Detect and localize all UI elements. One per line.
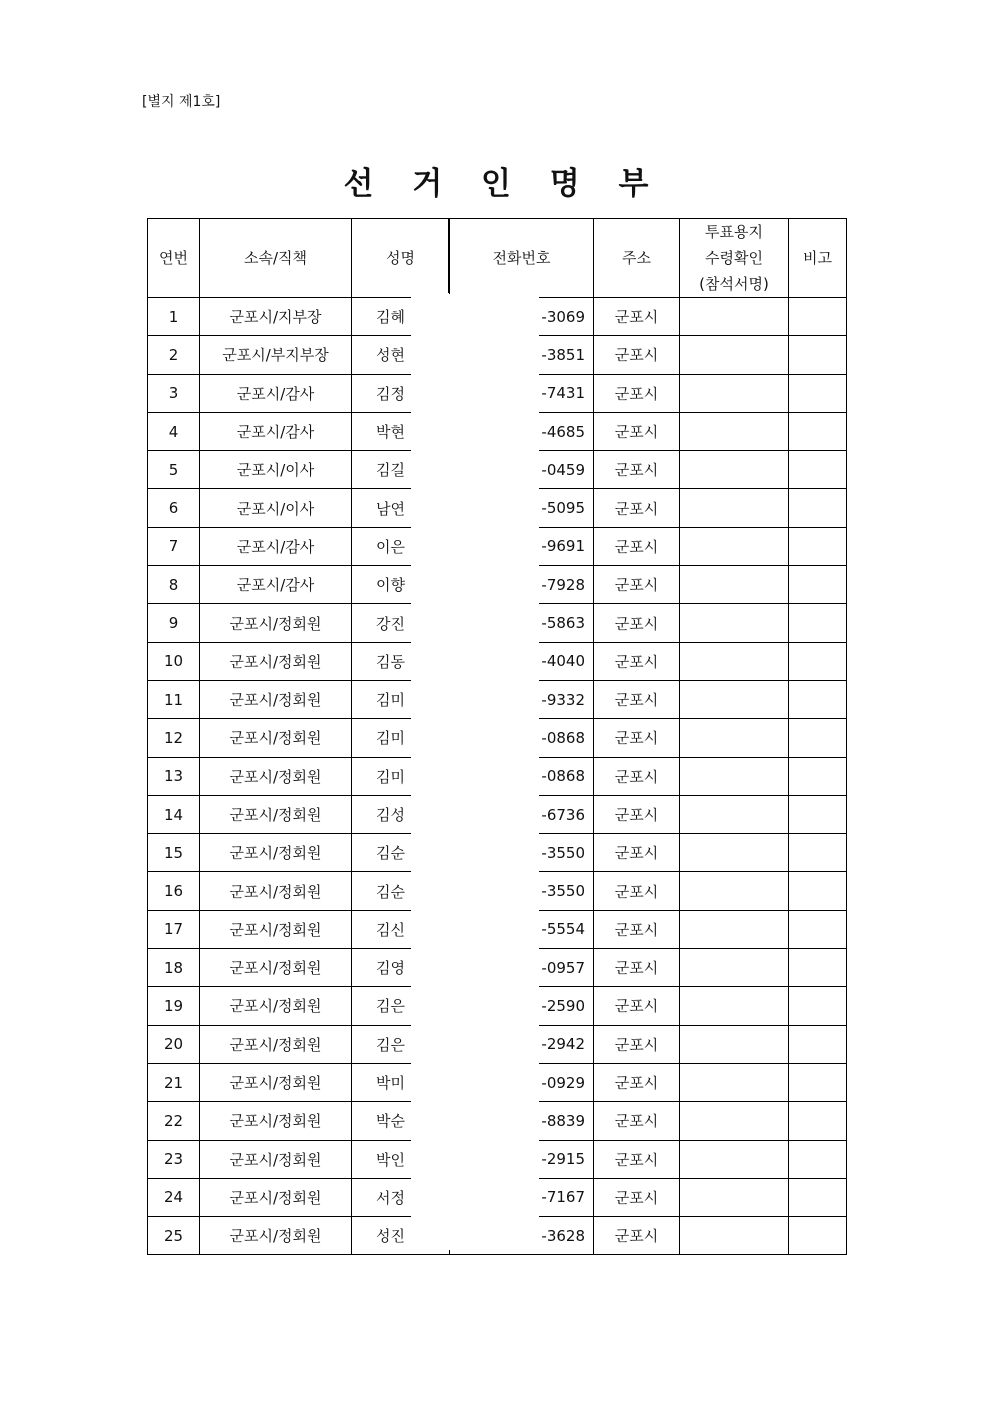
row-remarks [789, 910, 847, 948]
row-address: 군포시 [594, 1025, 680, 1063]
row-receipt-signature [680, 374, 789, 412]
row-address: 군포시 [594, 412, 680, 450]
row-address: 군포시 [594, 566, 680, 604]
row-remarks [789, 1063, 847, 1101]
row-name: 김길 [352, 451, 450, 489]
row-address: 군포시 [594, 1140, 680, 1178]
row-remarks [789, 872, 847, 910]
row-no: 10 [148, 642, 200, 680]
row-affiliation: 군포시/정회원 [200, 834, 352, 872]
receipt-header-line: (참석서명) [699, 275, 769, 293]
row-receipt-signature [680, 1102, 789, 1140]
row-address: 군포시 [594, 642, 680, 680]
row-remarks [789, 987, 847, 1025]
row-receipt-signature [680, 719, 789, 757]
row-affiliation: 군포시/감사 [200, 527, 352, 565]
row-no: 19 [148, 987, 200, 1025]
row-receipt-signature [680, 527, 789, 565]
row-name: 김혜 [352, 298, 450, 336]
row-name: 성현 [352, 336, 450, 374]
row-name: 김성 [352, 795, 450, 833]
row-address: 군포시 [594, 949, 680, 987]
row-name: 서정 [352, 1178, 450, 1216]
row-affiliation: 군포시/정회원 [200, 604, 352, 642]
row-affiliation: 군포시/정회원 [200, 1063, 352, 1101]
row-remarks [789, 527, 847, 565]
col-header-remarks: 비고 [789, 219, 847, 298]
row-receipt-signature [680, 336, 789, 374]
row-phone: -0957 [450, 949, 594, 987]
row-no: 11 [148, 680, 200, 718]
row-phone: -0868 [450, 719, 594, 757]
row-address: 군포시 [594, 604, 680, 642]
row-receipt-signature [680, 872, 789, 910]
row-no: 14 [148, 795, 200, 833]
row-address: 군포시 [594, 910, 680, 948]
col-header-name: 성명 [352, 219, 450, 298]
row-name: 김미 [352, 680, 450, 718]
row-no: 12 [148, 719, 200, 757]
row-remarks [789, 604, 847, 642]
row-name: 이향 [352, 566, 450, 604]
row-remarks [789, 298, 847, 336]
row-affiliation: 군포시/정회원 [200, 872, 352, 910]
row-phone: -2915 [450, 1140, 594, 1178]
row-phone: -0459 [450, 451, 594, 489]
row-receipt-signature [680, 795, 789, 833]
row-phone: -5863 [450, 604, 594, 642]
row-no: 22 [148, 1102, 200, 1140]
row-phone: -0868 [450, 757, 594, 795]
row-no: 18 [148, 949, 200, 987]
row-affiliation: 군포시/정회원 [200, 719, 352, 757]
row-name: 김은 [352, 987, 450, 1025]
row-name: 김은 [352, 1025, 450, 1063]
row-address: 군포시 [594, 1102, 680, 1140]
row-receipt-signature [680, 949, 789, 987]
row-address: 군포시 [594, 987, 680, 1025]
row-address: 군포시 [594, 374, 680, 412]
row-phone: -2942 [450, 1025, 594, 1063]
row-remarks [789, 489, 847, 527]
row-remarks [789, 412, 847, 450]
row-name: 박순 [352, 1102, 450, 1140]
row-receipt-signature [680, 987, 789, 1025]
row-remarks [789, 336, 847, 374]
row-receipt-signature [680, 298, 789, 336]
row-remarks [789, 566, 847, 604]
row-receipt-signature [680, 566, 789, 604]
col-header-address: 주소 [594, 219, 680, 298]
row-receipt-signature [680, 489, 789, 527]
row-name: 김순 [352, 834, 450, 872]
row-no: 25 [148, 1217, 200, 1255]
row-affiliation: 군포시/이사 [200, 489, 352, 527]
row-affiliation: 군포시/정회원 [200, 1025, 352, 1063]
row-remarks [789, 374, 847, 412]
col-header-receipt [680, 219, 789, 298]
row-address: 군포시 [594, 719, 680, 757]
row-affiliation: 군포시/정회원 [200, 642, 352, 680]
col-header-no: 연번 [148, 219, 200, 298]
row-receipt-signature [680, 1025, 789, 1063]
row-address: 군포시 [594, 1178, 680, 1216]
row-remarks [789, 834, 847, 872]
row-name: 김미 [352, 719, 450, 757]
receipt-header-line: 수령확인 [705, 249, 763, 267]
row-phone: -3069 [450, 298, 594, 336]
row-receipt-signature [680, 1217, 789, 1255]
row-no: 15 [148, 834, 200, 872]
row-no: 4 [148, 412, 200, 450]
row-no: 6 [148, 489, 200, 527]
row-address: 군포시 [594, 872, 680, 910]
row-no: 9 [148, 604, 200, 642]
row-affiliation: 군포시/정회원 [200, 680, 352, 718]
row-receipt-signature [680, 910, 789, 948]
row-remarks [789, 1217, 847, 1255]
row-name: 성진 [352, 1217, 450, 1255]
redaction-mask [448, 219, 449, 293]
row-affiliation: 군포시/정회원 [200, 1102, 352, 1140]
row-address: 군포시 [594, 795, 680, 833]
row-receipt-signature [680, 642, 789, 680]
row-address: 군포시 [594, 1217, 680, 1255]
row-name: 김미 [352, 757, 450, 795]
header-row [148, 219, 847, 298]
row-receipt-signature [680, 1063, 789, 1101]
row-name: 박인 [352, 1140, 450, 1178]
row-phone: -9691 [450, 527, 594, 565]
row-remarks [789, 719, 847, 757]
row-phone: -0929 [450, 1063, 594, 1101]
row-phone: -2590 [450, 987, 594, 1025]
col-header-phone: 전화번호 [450, 219, 594, 298]
redaction-mask [411, 294, 539, 1250]
row-no: 1 [148, 298, 200, 336]
row-remarks [789, 1102, 847, 1140]
row-remarks [789, 1140, 847, 1178]
row-phone: -3628 [450, 1217, 594, 1255]
row-no: 8 [148, 566, 200, 604]
row-affiliation: 군포시/감사 [200, 374, 352, 412]
row-no: 5 [148, 451, 200, 489]
row-name: 박현 [352, 412, 450, 450]
row-remarks [789, 642, 847, 680]
row-affiliation: 군포시/정회원 [200, 757, 352, 795]
row-address: 군포시 [594, 298, 680, 336]
row-phone: -3550 [450, 834, 594, 872]
row-remarks [789, 795, 847, 833]
row-no: 17 [148, 910, 200, 948]
col-header-affiliation: 소속/직책 [200, 219, 352, 298]
page-title: 선 거 인 명 부 [343, 166, 663, 202]
row-no: 13 [148, 757, 200, 795]
row-phone: -3851 [450, 336, 594, 374]
row-receipt-signature [680, 412, 789, 450]
row-phone: -7431 [450, 374, 594, 412]
row-affiliation: 군포시/정회원 [200, 949, 352, 987]
row-name: 강진 [352, 604, 450, 642]
row-phone: -3550 [450, 872, 594, 910]
row-address: 군포시 [594, 527, 680, 565]
row-name: 김순 [352, 872, 450, 910]
row-name: 김영 [352, 949, 450, 987]
row-address: 군포시 [594, 489, 680, 527]
row-name: 김정 [352, 374, 450, 412]
row-name: 이은 [352, 527, 450, 565]
row-phone: -5095 [450, 489, 594, 527]
row-address: 군포시 [594, 451, 680, 489]
row-no: 16 [148, 872, 200, 910]
row-remarks [789, 1178, 847, 1216]
row-address: 군포시 [594, 680, 680, 718]
row-address: 군포시 [594, 336, 680, 374]
row-affiliation: 군포시/이사 [200, 451, 352, 489]
row-phone: -7928 [450, 566, 594, 604]
row-receipt-signature [680, 604, 789, 642]
form-label: [별지 제1호] [142, 94, 221, 110]
row-name: 김신 [352, 910, 450, 948]
receipt-header-line: 투표용지 [705, 223, 763, 241]
row-phone: -5554 [450, 910, 594, 948]
row-no: 21 [148, 1063, 200, 1101]
row-no: 3 [148, 374, 200, 412]
row-address: 군포시 [594, 834, 680, 872]
row-affiliation: 군포시/정회원 [200, 795, 352, 833]
row-affiliation: 군포시/정회원 [200, 1140, 352, 1178]
row-phone: -8839 [450, 1102, 594, 1140]
row-no: 23 [148, 1140, 200, 1178]
row-receipt-signature [680, 1178, 789, 1216]
row-affiliation: 군포시/감사 [200, 412, 352, 450]
row-phone: -7167 [450, 1178, 594, 1216]
row-no: 7 [148, 527, 200, 565]
row-address: 군포시 [594, 1063, 680, 1101]
row-remarks [789, 451, 847, 489]
row-remarks [789, 1025, 847, 1063]
row-name: 박미 [352, 1063, 450, 1101]
row-name: 남연 [352, 489, 450, 527]
row-affiliation: 군포시/정회원 [200, 1217, 352, 1255]
row-no: 20 [148, 1025, 200, 1063]
row-name: 김동 [352, 642, 450, 680]
row-receipt-signature [680, 680, 789, 718]
row-remarks [789, 680, 847, 718]
row-affiliation: 군포시/정회원 [200, 910, 352, 948]
row-receipt-signature [680, 451, 789, 489]
row-address: 군포시 [594, 757, 680, 795]
row-phone: -4040 [450, 642, 594, 680]
row-affiliation: 군포시/정회원 [200, 1178, 352, 1216]
row-receipt-signature [680, 757, 789, 795]
row-remarks [789, 949, 847, 987]
row-no: 2 [148, 336, 200, 374]
row-phone: -6736 [450, 795, 594, 833]
row-receipt-signature [680, 834, 789, 872]
row-affiliation: 군포시/감사 [200, 566, 352, 604]
row-no: 24 [148, 1178, 200, 1216]
row-phone: -4685 [450, 412, 594, 450]
row-affiliation: 군포시/지부장 [200, 298, 352, 336]
row-remarks [789, 757, 847, 795]
row-affiliation: 군포시/부지부장 [200, 336, 352, 374]
row-affiliation: 군포시/정회원 [200, 987, 352, 1025]
row-phone: -9332 [450, 680, 594, 718]
row-receipt-signature [680, 1140, 789, 1178]
